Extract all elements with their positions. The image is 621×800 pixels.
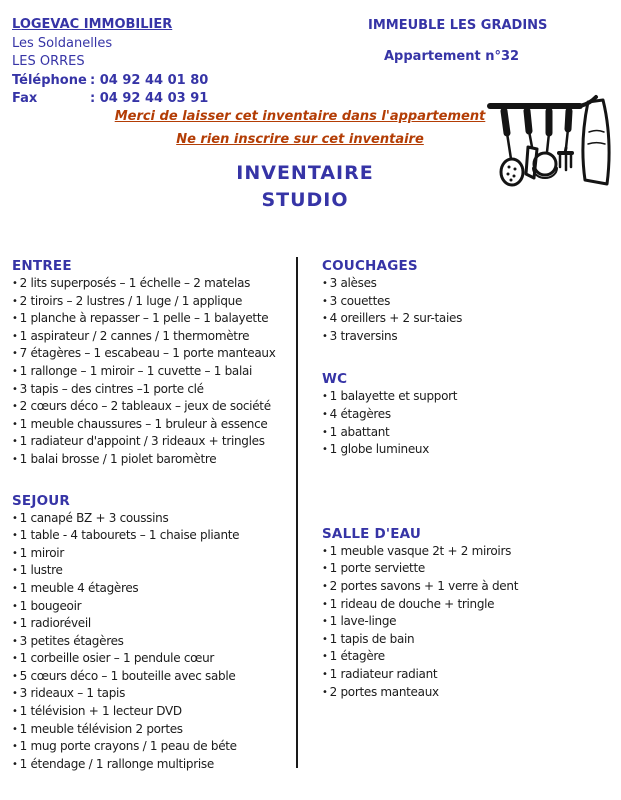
inventory-item [322, 578, 612, 596]
inventory-item [12, 703, 294, 721]
bullet-icon: • [12, 348, 18, 360]
inventory-item [12, 615, 294, 633]
inventory-item [12, 345, 294, 363]
inventory-item [322, 631, 612, 649]
inventory-item [322, 424, 612, 442]
item-text: 3 alèses [329, 276, 377, 290]
inventory-item [322, 275, 612, 293]
item-text: 1 meuble vasque 2t + 2 miroirs [329, 543, 512, 558]
inventory-item [12, 721, 294, 739]
agency-address-line1: Les Soldanelles [12, 35, 113, 51]
item-text: 2 tiroirs – 2 lustres / 1 luge / 1 applique [19, 293, 243, 308]
item-text: 3 traversins [329, 328, 398, 343]
building-header [368, 18, 598, 64]
item-text: 4 étagères [329, 406, 391, 421]
bullet-icon: • [322, 391, 328, 403]
bullet-icon: • [322, 598, 328, 610]
section-heading: SEJOUR [12, 492, 71, 509]
item-text: 7 étagères – 1 escabeau – 1 porte manteaux [19, 346, 276, 361]
inventory-item [322, 560, 612, 578]
column-right [322, 257, 612, 701]
bullet-icon: • [12, 401, 18, 413]
item-text: 1 table - 4 tabourets – 1 chaise pliante [19, 528, 240, 543]
item-text: 3 rideaux – 1 tapis [19, 686, 126, 701]
inventory-item [12, 668, 294, 686]
inventory-item [12, 562, 294, 580]
phone-row [12, 72, 208, 91]
item-text: 1 radiateur d'appoint / 3 rideaux + tringles [19, 434, 265, 449]
item-text: 1 étagère [329, 649, 385, 664]
bullet-icon: • [12, 670, 18, 682]
inventory-item [322, 328, 612, 346]
bullet-icon: • [322, 545, 328, 557]
bullet-icon: • [12, 635, 18, 647]
item-text: 1 radioréveil [19, 616, 91, 631]
phone-label: Téléphone [12, 72, 87, 88]
inventory-item [12, 580, 294, 598]
item-text: 1 rallonge – 1 miroir – 1 cuvette – 1 balai [19, 363, 253, 378]
bullet-icon: • [12, 512, 18, 524]
bullet-icon: • [12, 330, 18, 342]
item-text: 2 cœurs déco – 2 tableaux – jeux de société [19, 399, 271, 414]
inventory-item [12, 275, 294, 293]
apartment-number: Appartement n°32 [384, 49, 520, 64]
item-text: 1 télévision + 1 lecteur DVD [19, 704, 182, 719]
section-heading: WC [322, 371, 348, 388]
bullet-icon: • [322, 313, 328, 325]
section-items [12, 275, 294, 469]
bullet-icon: • [322, 408, 328, 420]
item-text: 1 radiateur radiant [329, 666, 438, 681]
section-items [322, 275, 612, 345]
bullet-icon: • [12, 618, 18, 630]
bullet-icon: • [322, 278, 328, 289]
item-text: 2 portes manteaux [329, 684, 439, 699]
item-text: 1 balai brosse / 1 piolet baromètre [19, 451, 217, 466]
bullet-icon: • [12, 582, 18, 594]
title-line1: INVENTAIRE [236, 162, 374, 184]
section-items [322, 543, 612, 701]
phone-number: : 04 92 44 01 80 [90, 72, 209, 88]
inventory-item [322, 406, 612, 424]
inventory-item [322, 441, 612, 459]
inventory-item [12, 545, 294, 563]
bullet-icon: • [322, 330, 328, 342]
document-title [0, 160, 610, 214]
bullet-icon: • [322, 444, 328, 456]
inventory-item [12, 650, 294, 668]
inventory-item [322, 293, 612, 311]
inventory-section [322, 370, 612, 458]
inventory-item [12, 293, 294, 311]
bullet-icon: • [12, 383, 18, 395]
bullet-icon: • [12, 365, 18, 377]
item-text: 5 cœurs déco – 1 bouteille avec sable [19, 668, 236, 683]
item-text: 1 miroir [19, 545, 64, 560]
inventory-item [322, 613, 612, 631]
item-text: 1 corbeille osier – 1 pendule cœur [19, 651, 215, 666]
item-text: 1 aspirateur / 2 cannes / 1 thermomètre [19, 328, 250, 343]
inventory-item [322, 310, 612, 328]
bullet-icon: • [12, 547, 18, 559]
item-text: 1 mug porte crayons / 1 peau de béte [19, 739, 237, 754]
item-text: 1 planche à repasser – 1 pelle – 1 balayette [19, 311, 269, 326]
bullet-icon: • [322, 651, 328, 663]
bullet-icon: • [12, 600, 18, 612]
item-text: 4 oreillers + 2 sur-taies [329, 311, 463, 326]
inventory-section [12, 257, 294, 469]
bullet-icon: • [12, 418, 18, 430]
bullet-icon: • [12, 706, 18, 718]
inventory-item [12, 433, 294, 451]
agency-name: LOGEVAC IMMOBILIER [12, 17, 173, 32]
bullet-icon: • [322, 295, 328, 307]
inventory-item [12, 756, 294, 774]
bullet-icon: • [12, 688, 18, 700]
bullet-icon: • [322, 633, 328, 645]
agency-address-line2: LES ORRES [12, 54, 85, 69]
column-left [12, 257, 294, 773]
item-text: 1 lave-linge [329, 614, 397, 629]
notice-line2: Ne rien inscrire sur cet inventaire [176, 132, 424, 147]
bullet-icon: • [322, 580, 328, 592]
bullet-icon: • [12, 530, 18, 542]
inventory-section [12, 492, 294, 774]
item-text: 2 lits superposés – 1 échelle – 2 matelas [19, 276, 251, 290]
section-items [12, 510, 294, 774]
inventory-item [12, 381, 294, 399]
section-heading: SALLE D'EAU [322, 525, 422, 542]
item-text: 3 couettes [329, 293, 391, 308]
inventory-item [12, 685, 294, 703]
inventory-item [12, 738, 294, 756]
item-text: 3 petites étagères [19, 633, 124, 648]
notice-line1: Merci de laisser cet inventaire dans l'appartement [114, 109, 486, 124]
bullet-icon: • [12, 565, 18, 577]
inventory-item [12, 598, 294, 616]
section-items [322, 388, 612, 458]
bullet-icon: • [322, 616, 328, 628]
item-text: 1 canapé BZ + 3 coussins [19, 510, 169, 525]
inventory-item [12, 363, 294, 381]
inventory-item [322, 543, 612, 561]
fax-number: : 04 92 44 03 91 [90, 91, 209, 106]
item-text: 1 meuble 4 étagères [19, 580, 139, 595]
agency-header [12, 16, 208, 109]
bullet-icon: • [322, 563, 328, 575]
inventory-item [12, 310, 294, 328]
item-text: 1 lustre [19, 563, 63, 578]
bullet-icon: • [12, 723, 18, 735]
bullet-icon: • [12, 741, 18, 753]
item-text: 1 meuble chaussures – 1 bruleur à essence [19, 416, 268, 431]
item-text: 1 balayette et support [329, 389, 458, 404]
inventory-section [322, 257, 612, 345]
item-text: 1 tapis de bain [329, 631, 415, 646]
inventory-item [12, 328, 294, 346]
section-heading: COUCHAGES [322, 258, 418, 274]
building-name: IMMEUBLE LES GRADINS [368, 18, 548, 33]
fax-label: Fax [12, 91, 38, 106]
inventory-section [322, 525, 612, 701]
bullet-icon: • [322, 426, 328, 438]
item-text: 1 étendage / 1 rallonge multiprise [19, 756, 214, 771]
inventory-item [12, 451, 294, 469]
bullet-icon: • [12, 278, 18, 289]
bullet-icon: • [12, 313, 18, 325]
inventory-item [12, 527, 294, 545]
inventory-item [322, 684, 612, 702]
item-text: 1 rideau de douche + tringle [329, 596, 495, 611]
inventory-item [12, 633, 294, 651]
bullet-icon: • [322, 686, 328, 698]
item-text: 1 globe lumineux [329, 442, 430, 457]
section-heading: ENTREE [12, 258, 72, 274]
bullet-icon: • [12, 653, 18, 665]
inventory-item [322, 648, 612, 666]
inventory-item [322, 388, 612, 406]
bullet-icon: • [12, 436, 18, 448]
item-text: 1 bougeoir [19, 598, 82, 613]
item-text: 1 meuble télévision 2 portes [19, 721, 183, 736]
column-divider-line [296, 257, 298, 768]
item-text: 1 porte serviette [329, 561, 425, 576]
item-text: 1 abattant [329, 424, 390, 439]
title-line2: STUDIO [261, 189, 349, 211]
item-text: 2 portes savons + 1 verre à dent [329, 578, 519, 593]
item-text: 3 tapis – des cintres –1 porte clé [19, 381, 204, 396]
inventory-item [12, 510, 294, 528]
inventory-item [322, 596, 612, 614]
bullet-icon: • [322, 668, 328, 680]
bullet-icon: • [12, 453, 18, 465]
bullet-icon: • [12, 758, 18, 770]
inventory-item [12, 398, 294, 416]
bullet-icon: • [12, 295, 18, 307]
inventory-item [322, 666, 612, 684]
inventory-item [12, 416, 294, 434]
